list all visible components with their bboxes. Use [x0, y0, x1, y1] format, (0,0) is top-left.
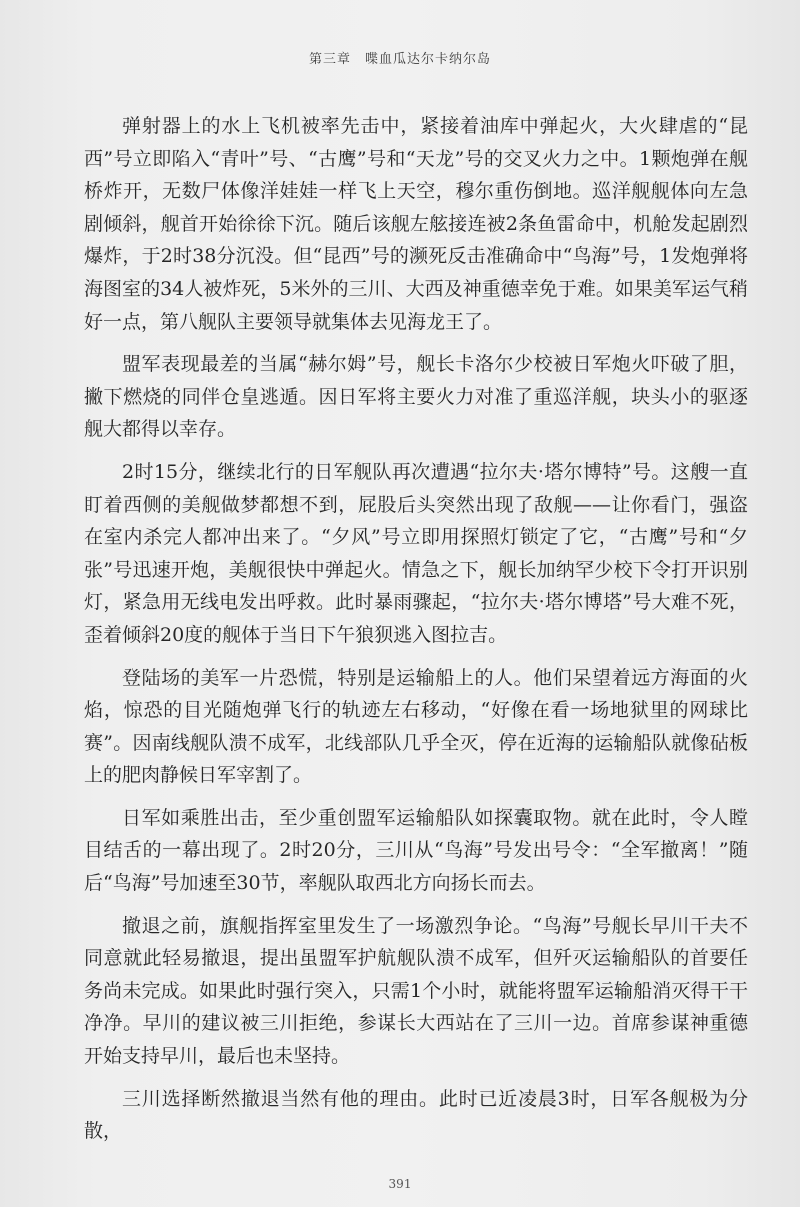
paragraph: 撤退之前，旗舰指挥室里发生了一场激烈争论。“鸟海”号舰长早川干夫不同意就此轻易撤退，提出虽盟军护航舰队溃不成军，但歼灭运输船队的首要任务尚未完成。如果此时强行突入，只需1个小时，就能将盟军运输船消灭得干干净净。早川的建议被三川拒绝，参谋长大西站在了三川一边。首席参谋神重德开始支持早川，最后也未坚持。 — [84, 914, 748, 1068]
chapter-header: 第三章 喋血瓜达尔卡纳尔岛 — [308, 52, 491, 67]
paragraph: 登陆场的美军一片恐慌，特别是运输船上的人。他们呆望着远方海面的火焰，惊恐的目光随炮弹飞行的轨迹左右移动，“好像在看一场地狱里的网球比赛”。因南线舰队溃不成军，北线部队几乎全灭，停在近海的运输船队就像砧板上的肥肉静候日军宰割了。 — [84, 666, 748, 787]
paragraph: 三川选择断然撤退当然有他的理由。此时已近凌晨3时，日军各舰极为分散， — [84, 1087, 748, 1143]
body-text — [84, 110, 748, 1158]
paragraph: 2时15分，继续北行的日军舰队再次遭遇“拉尔夫·塔尔博特”号。这艘一直盯着西侧的美舰做梦都想不到，屁股后头突然出现了敌舰——让你看门，强盗在室内杀完人都冲出来了。“夕风”号立即用探照灯锁定了它，“古鹰”号和“夕张”号迅速开炮，美舰很快中弹起火。情急之下，舰长加纳罕少校下令打开识别灯，紧急用无线电发出呼救。此时暴雨骤起，“拉尔夫·塔尔博塔”号大难不死，歪着倾斜20度的舰体于当日下午狼狈逃入图拉吉。 — [84, 460, 748, 646]
paragraph: 日军如乘胜出击，至少重创盟军运输船队如探囊取物。就在此时，令人瞠目结舌的一幕出现了。2时20分，三川从“鸟海”号发出号令：“全军撤离！”随后“鸟海”号加速至30节，率舰队取西北方向扬长而去。 — [84, 806, 748, 895]
paragraph: 弹射器上的水上飞机被率先击中，紧接着油库中弹起火，大火肆虐的“昆西”号立即陷入“青叶”号、“古鹰”号和“天龙”号的交叉火力之中。1颗炮弹在舰桥炸开，无数尸体像洋娃娃一样飞上天空，穆尔重伤倒地。巡洋舰舰体向左急剧倾斜，舰首开始徐徐下沉。随后该舰左舷接连被2条鱼雷命中，机舱发起剧烈爆炸，于2时38分沉没。但“昆西”号的濒死反击准确命中“鸟海”号，1发炮弹将海图室的34人被炸死，5米外的三川、大西及神重德幸免于难。如果美军运气稍好一点，第八舰队主要领导就集体去见海龙王了。 — [84, 115, 748, 333]
paragraph: 盟军表现最差的当属“赫尔姆”号，舰长卡洛尔少校被日军炮火吓破了胆，撇下燃烧的同伴仓皇逃遁。因日军将主要火力对准了重巡洋舰，块头小的驱逐舰大都得以幸存。 — [84, 353, 748, 441]
page-number: 391 — [388, 1177, 412, 1191]
